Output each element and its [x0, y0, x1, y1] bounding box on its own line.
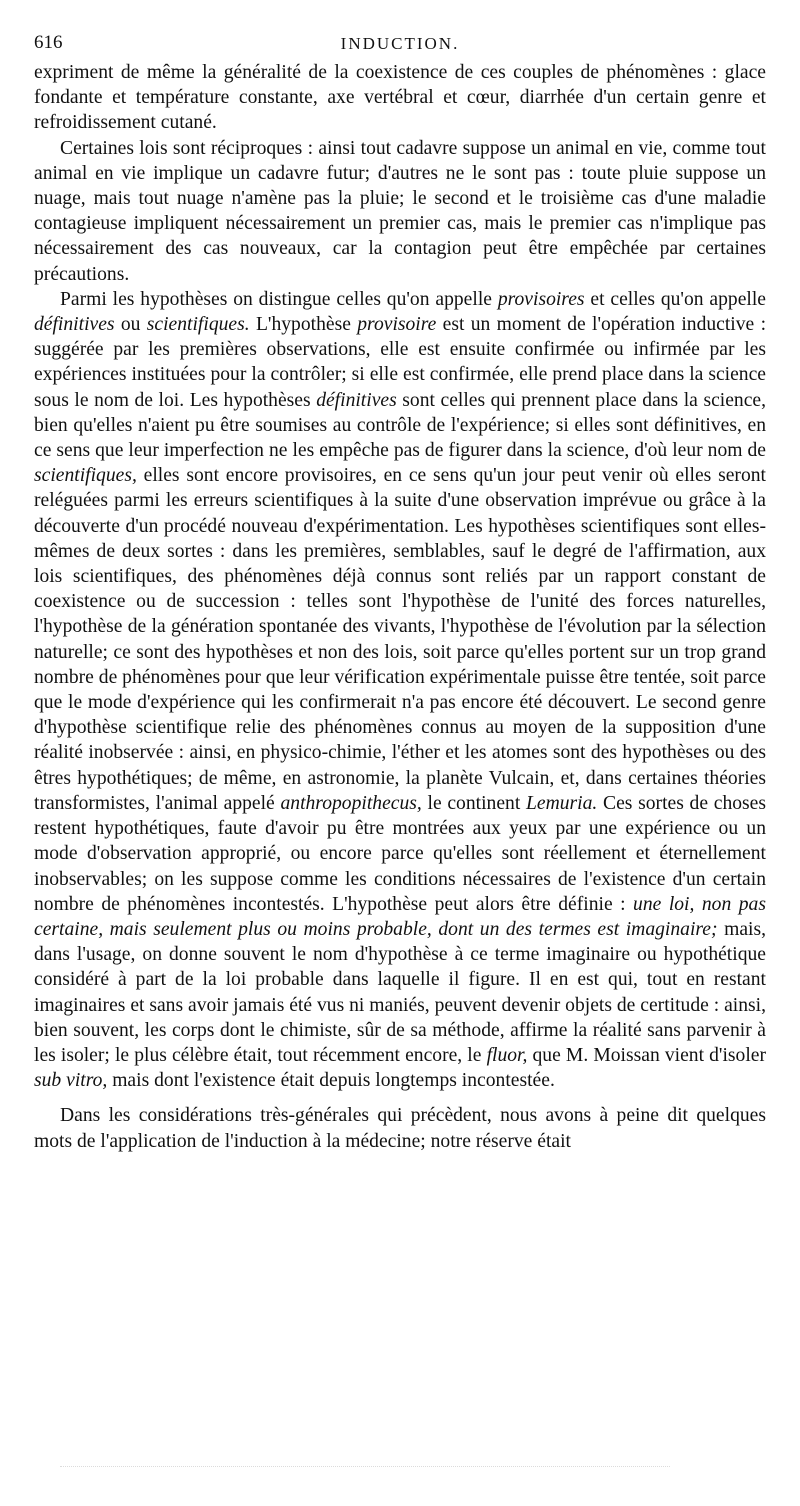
document-page [34, 30, 766, 1154]
paragraph-2 [34, 136, 766, 287]
italic-text: Lemuria. [526, 792, 598, 814]
text-run: mais dont l'existence était depuis longtemps incontestée. [107, 1070, 555, 1092]
italic-text: scientifiques. [146, 314, 250, 336]
text-run: que M. Moissan vient d'isoler [527, 1044, 766, 1066]
text-run: Dans les considérations très-générales qui précèdent, nous avons à peine dit quelques mots de l'application de l'induction à la médecine; notre réserve était [34, 1105, 766, 1152]
italic-text: anthropopithecus, [280, 792, 422, 814]
text-run: Ces sortes de choses restent hypothétiques, faute d'avoir pu être montrées aux yeux par une expérience ou un mode d'observation approprié, ou encore parce qu'elles sont réellement et éternellement inobservables; on les suppose comme les conditions nécessaires de l'existence d'un certain nombre de phénomènes incontestés. L'hypothèse peut alors être définie : [34, 792, 766, 915]
text-run: le continent [421, 792, 526, 814]
text-run: Parmi les hypothèses on distingue celles qu'on appelle [60, 288, 498, 310]
italic-text: provisoires [497, 288, 585, 310]
text-run: et celles qu'on appelle [584, 288, 766, 310]
italic-text: une loi, non pas certaine, mais seulement plus ou moins probable, dont un des termes est imaginaire; [34, 893, 766, 940]
text-run: est un moment de l'opération inductive : suggérée par les premières observations, elle est ensuite confirmée ou infirmée par les expériences instituées pour la contrôler; si elle est confirmée, elle prend place dans la science sous le nom de loi. Les hypothèses [34, 314, 767, 411]
italic-text: définitives [34, 314, 115, 336]
body-text [34, 60, 766, 1154]
text-run: sont celles qui prennent place dans la science, bien qu'elles n'aient pu être soumises au contrôle de l'expérience; si elles sont définitives, en ce sens que leur imperfection ne les empêche pas de figurer dans la science, d'où leur nom de [34, 389, 766, 462]
page-number: 616 [34, 32, 63, 53]
italic-text: fluor, [486, 1044, 528, 1066]
italic-text: scientifiques, [34, 465, 137, 487]
text-run: Certaines lois sont réciproques : ainsi tout cadavre suppose un animal en vie, comme tout animal en vie implique un cadavre futur; d'autres ne le sont pas : toute pluie suppose un nuage, mais tout nuage n'amène pas la pluie; le second et le troisième cas d'une maladie contagieuse impliquent nécessairement un premier cas, mais le premier cas n'implique pas nécessairement des cas nouveaux, car la contagion peut être empêchée par certaines précautions. [34, 137, 766, 285]
italic-text: définitives [316, 389, 397, 411]
page-header [34, 30, 766, 60]
text-run: L'hypothèse [249, 314, 358, 336]
text-run: elles sont encore provisoires, en ce sens qu'un jour peut venir où elles seront reléguées parmi les erreurs scientifiques à la suite d'une observation imprévue ou grâce à la découverte d'un procédé nouveau d'expérimentation. Les hypothèses scientifiques sont elles-mêmes de deux sortes : dans les premières, semblables, sauf le degré de l'affirmation, aux lois scientifiques, des phénomènes déjà connus sont reliés par un rapport constant de coexistence ou de succession : telles sont l'hypothèse de l'unité des forces naturelles, l'hypothèse de la génération spontanée des vivants, l'hypothèse de l'évolution par la sélection naturelle; ce sont des hypothèses et non des lois, soit parce qu'elles portent sur un trop grand nombre de phénomènes pour que leur vérification expérimentale puisse être tentée, soit parce que le mode d'expérience qui les confirmerait n'a pas encore été découvert. Le second genre d'hypothèse scientifique relie des phénomènes connus au moyen de la supposition d'une réalité inobservée : ainsi, en physico-chimie, l'éther et les atomes sont des hypothèses ou des êtres hypothétiques; de même, en astronomie, la planète Vulcain, et, dans certaines théories transformistes, l'animal appelé [34, 465, 766, 814]
page-bottom-marks [60, 1466, 670, 1470]
paragraph-4 [34, 1103, 766, 1153]
paragraph-1 [34, 60, 766, 136]
text-run: mais, dans l'usage, on donne souvent le nom d'hypothèse à ce terme imaginaire ou hypothétique considéré à part de la loi probable dans laquelle il figure. Il en est qui, tout en restant imaginaires et sans avoir jamais été vus ni maniés, peuvent devenir objets de certitude : ainsi, bien souvent, les corps dont le chimiste, sûr de sa méthode, affirme la réalité sans parvenir à les isoler; le plus célèbre était, tout récemment encore, le [34, 918, 766, 1066]
text-run: expriment de même la généralité de la coexistence de ces couples de phénomènes : glace fondante et température constante, axe vertébral et cœur, diarrhée d'un certain genre et refroidissement cutané. [34, 62, 766, 134]
paragraph-3 [34, 287, 766, 1094]
italic-text: provisoire [357, 314, 437, 336]
running-title: INDUCTION. [340, 34, 460, 53]
text-run: ou [114, 314, 147, 336]
italic-text: sub vitro, [34, 1070, 108, 1092]
